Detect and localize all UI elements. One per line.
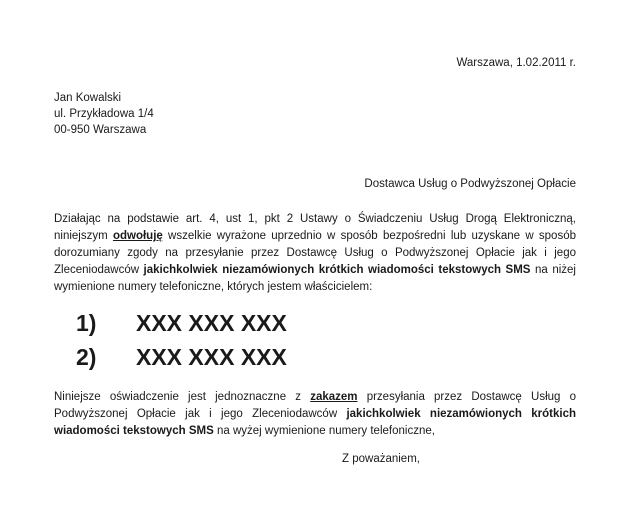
para1-emphasis-revoke: odwołuję <box>112 230 163 242</box>
para2-emphasis-sms: jakichkolwiek niezamówionych krótkich wiadomości tekstowych SMS <box>54 408 576 437</box>
paragraph-prohibition <box>54 389 576 440</box>
closing-salutation: Z poważaniem, <box>342 453 420 465</box>
sender-name: Jan Kowalski <box>54 92 122 104</box>
para1-text-1: Działając na podstawie art. 4, ust 1, pkt 2 Ustawy o Świadczeniu Usług Drogą Elektroniczną, niniejszym <box>54 213 576 242</box>
phone-number-value: XXX XXX XXX <box>136 310 287 336</box>
sender-street: ul. Przykładowa 1/4 <box>54 108 154 120</box>
phone-number-list <box>76 306 287 374</box>
phone-number-item <box>76 340 287 374</box>
para2-text-2: przesyłania przez Dostawcę Usług o Podwyższonej Opłacie jak i jego Zleceniodawców <box>54 391 576 420</box>
para2-text-3: na wyżej wymienione numery telefoniczne, <box>213 425 435 437</box>
phone-number-index: 1) <box>76 310 97 336</box>
para1-text-2: wszelkie wyrażone uprzednio w sposób bezpośredni lub uzyskane w sposób dorozumiany zgody na przesyłanie przez Dostawcę Usług o Podwyższonej Opłacie jak i jego Zleceniodawców <box>54 230 576 276</box>
para2-text-1: Niniejsze oświadczenie jest jednoznaczne z <box>54 391 311 403</box>
phone-number-value: XXX XXX XXX <box>136 344 287 370</box>
para1-emphasis-sms: jakichkolwiek niezamówionych krótkich wiadomości tekstowych SMS <box>143 264 531 276</box>
phone-number-index: 2) <box>76 344 97 370</box>
sender-address <box>54 90 154 138</box>
letter-date: Warszawa, 1.02.2011 r. <box>456 57 576 69</box>
para1-text-3: na niżej wymienione numery telefoniczne, których jestem właścicielem: <box>54 264 576 293</box>
para2-emphasis-ban: zakazem <box>310 391 358 403</box>
sender-city: 00-950 Warszawa <box>54 124 147 136</box>
phone-number-item <box>76 306 287 340</box>
paragraph-revocation <box>54 211 576 296</box>
recipient: Dostawca Usług o Podwyższonej Opłacie <box>364 178 576 190</box>
